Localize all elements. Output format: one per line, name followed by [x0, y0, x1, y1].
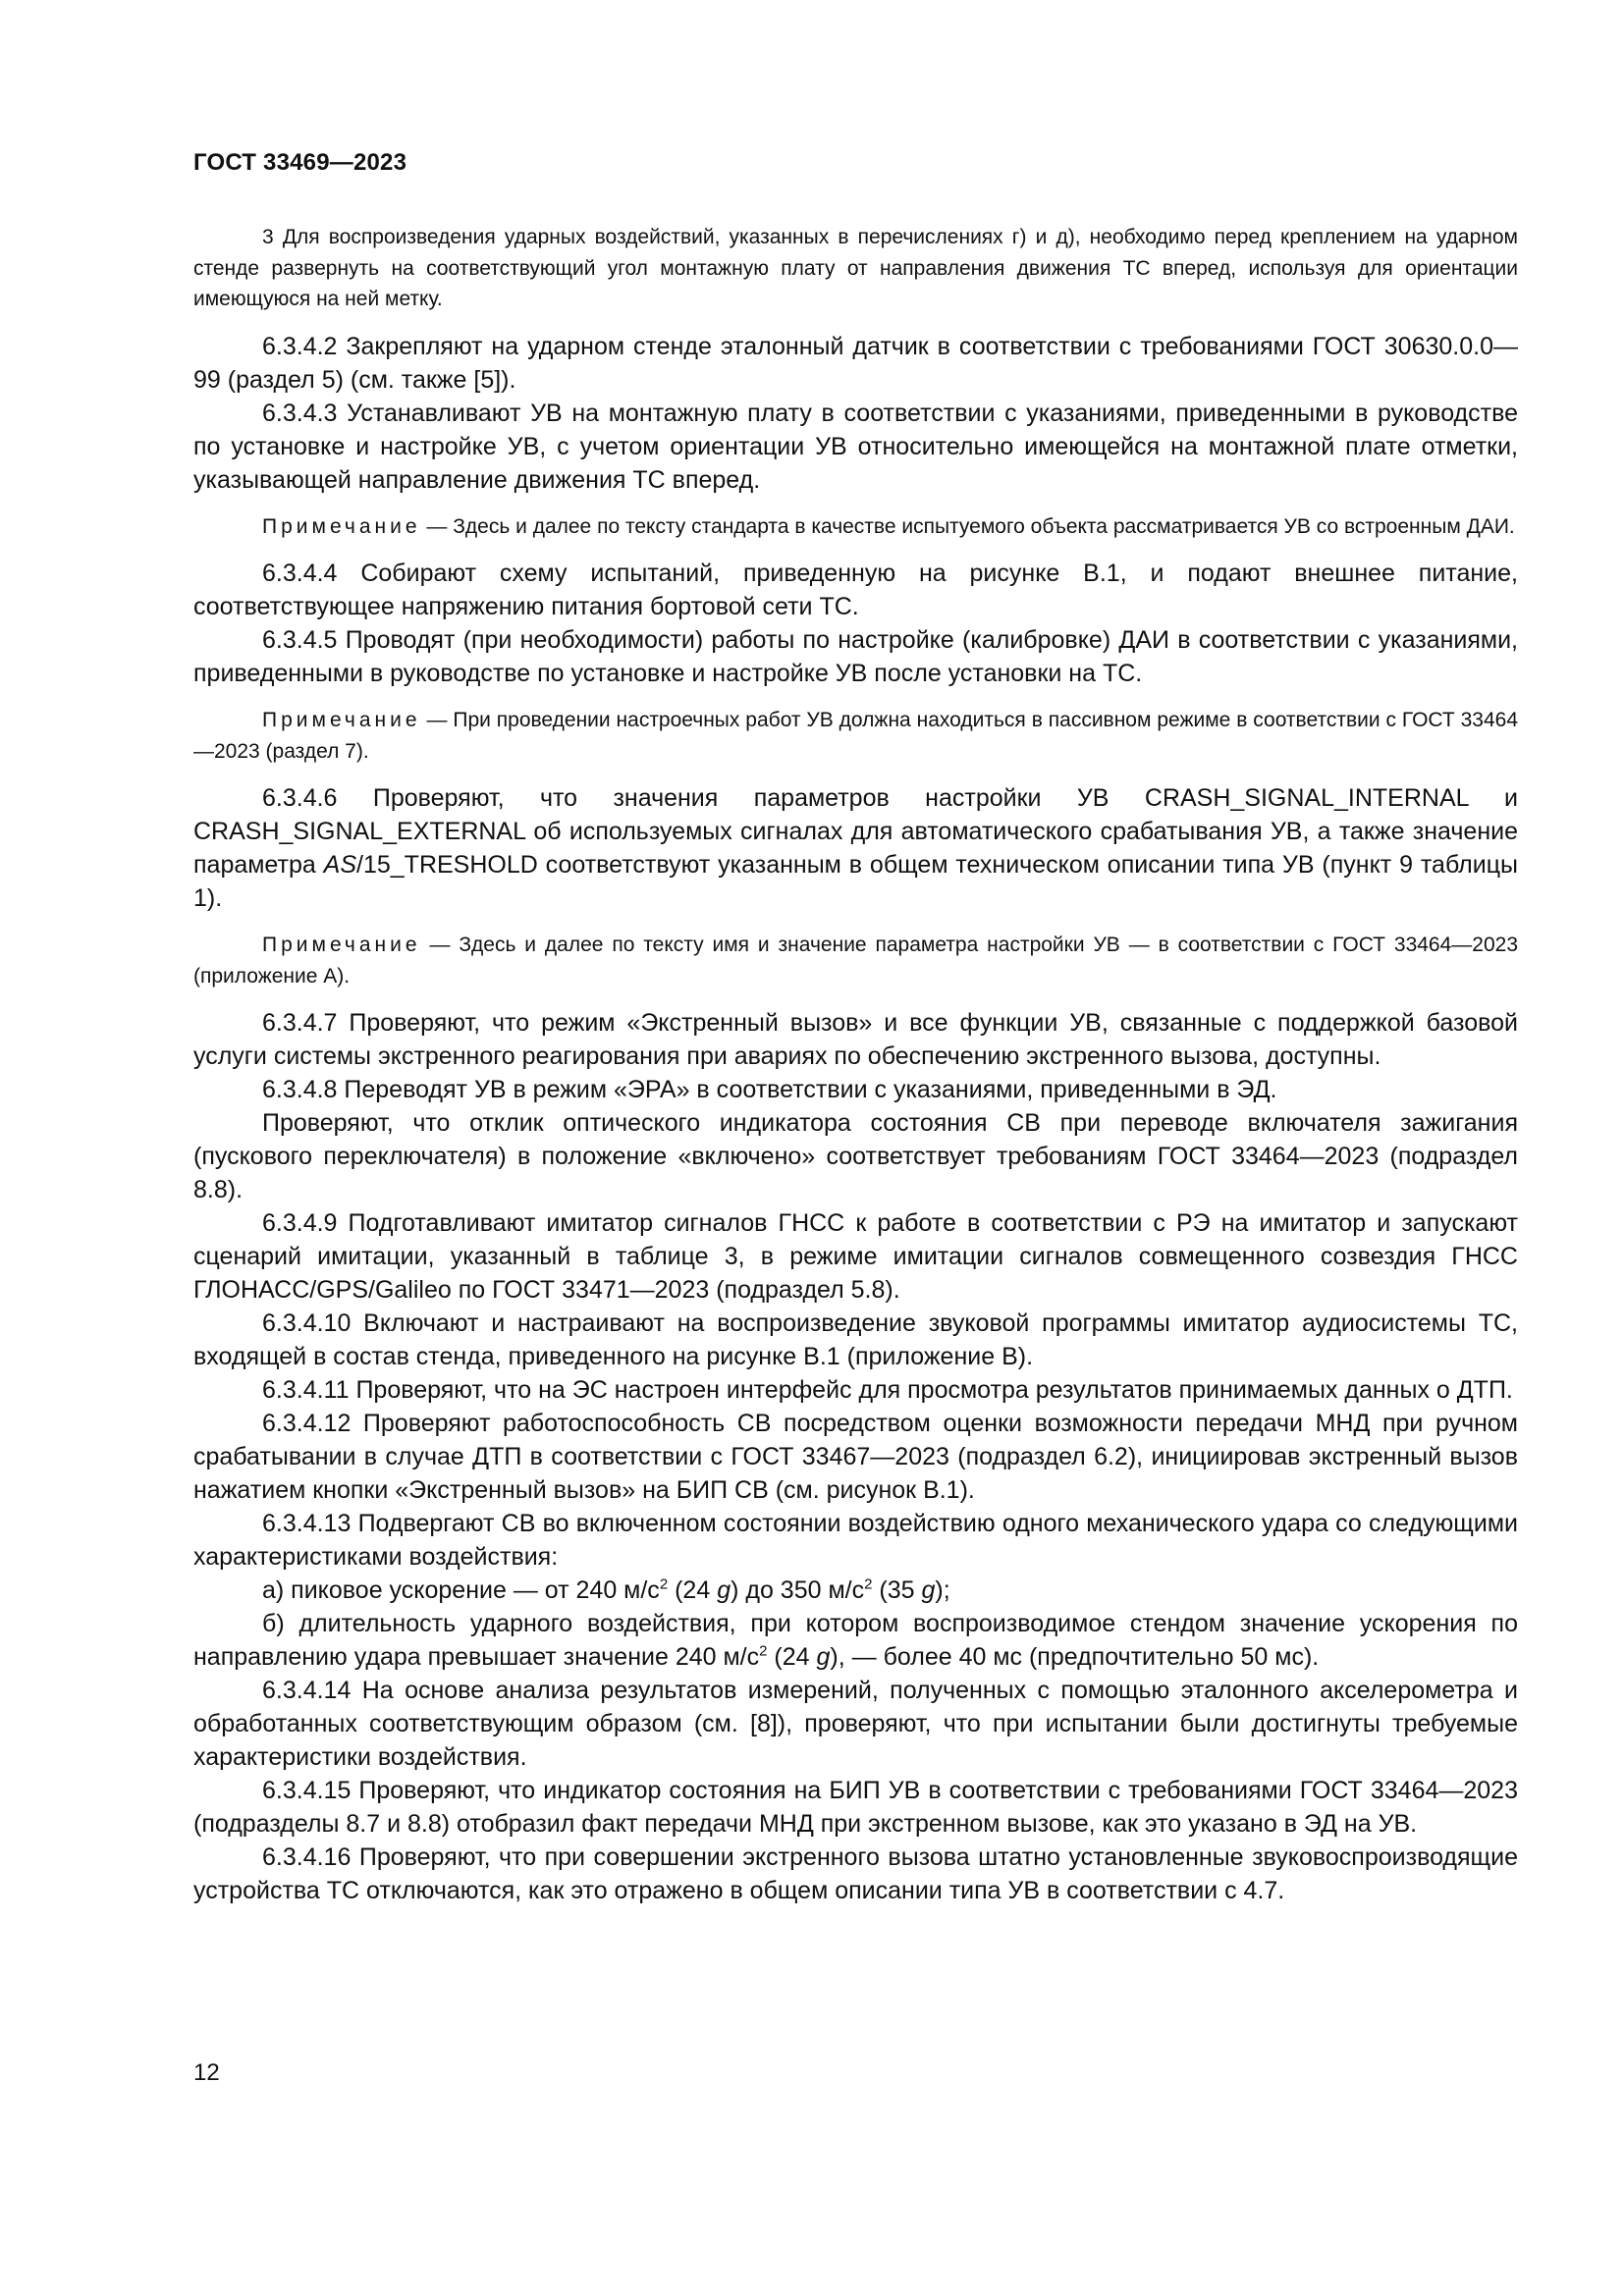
italic-g: g [717, 1576, 731, 1604]
note-passive-mode [193, 705, 1518, 767]
page-number: 12 [193, 2059, 220, 2086]
paragraph-6-3-4-8: 6.3.4.8 Переводят УВ в режим «ЭРА» в соответствии с указаниями, приведенными в ЭД. [262, 1076, 1277, 1103]
list-text: ), — более 40 мс (предпочтительно 50 мс). [830, 1643, 1320, 1671]
paragraph-6-3-4-9: 6.3.4.9 Подготавливают имитатор сигналов ГНСС к работе в соответствии с РЭ на имитатор и запускают сценарий имитации, указанный в таблице 3, в режиме имитации сигналов совмещенного созвездия ГНСС ГЛОНАСС/GPS/Galileo по ГОСТ 33471—2023 (подраздел 5.8). [193, 1209, 1518, 1304]
note-text: — При проведении настроечных работ УВ должна находиться в пассивном режиме в соответствии с ГОСТ 33464—2023 (раздел 7). [193, 709, 1518, 763]
paragraph-6-3-4-3: 6.3.4.3 Устанавливают УВ на монтажную плату в соответствии с указаниями, приведенными в руководстве по установке и настройке УВ, с учетом ориентации УВ относительно имеющейся на монтажной плате отметки, указывающей направление движения ТС вперед. [193, 399, 1518, 494]
list-text: б) длительность ударного воздействия, при котором воспроизводимое стендом значение ускорения по направлению удара превышает значение 240 м/с [193, 1610, 1518, 1671]
list-text: ); [935, 1576, 950, 1604]
list-text: (24 [668, 1576, 718, 1604]
note-text: — Здесь и далее по тексту имя и значение параметра настройки УВ — в соответствии с ГОСТ 33464—2023 (приложение А). [193, 934, 1518, 988]
paragraph-6-3-4-5: 6.3.4.5 Проводят (при необходимости) работы по настройке (калибровке) ДАИ в соответствии с указаниями, приведенными в руководстве по установке и настройке УВ после установки на ТС. [193, 626, 1518, 687]
page-content [193, 222, 1518, 1907]
paragraph-6-3-4-4: 6.3.4.4 Собирают схему испытаний, приведенную на рисунке В.1, и подают внешнее питание, соответствующее напряжению питания бортовой сети ТС. [193, 560, 1518, 620]
paragraph-6-3-4-14: 6.3.4.14 На основе анализа результатов измерений, полученных с помощью эталонного акселерометра и обработанных соответствующим образом (см. [8]), проверяют, что при испытании были достигнуты требуемые характеристики воздействия. [193, 1677, 1518, 1771]
list-text: (24 [767, 1643, 817, 1671]
superscript: 2 [864, 1575, 873, 1593]
italic-g: g [816, 1643, 831, 1671]
paragraph-6-3-4-6 [193, 781, 1518, 915]
list-text: (35 [872, 1576, 922, 1604]
note-label: Примечание [262, 709, 421, 731]
paragraph-6-3-4-16: 6.3.4.16 Проверяют, что при совершении экстренного вызова штатно установленные звуковоспроизводящие устройства ТС отключаются, как это отражено в общем описании типа УВ в соответствии с 4.7. [193, 1843, 1518, 1904]
note-text: — Здесь и далее по тексту стандарта в качестве испытуемого объекта рассматривается УВ со встроенным ДАИ. [420, 514, 1515, 538]
note-label: Примечание [262, 514, 421, 538]
italic-param: AS [323, 851, 357, 879]
italic-g: g [921, 1576, 936, 1604]
paragraph-6-3-4-7: 6.3.4.7 Проверяют, что режим «Экстренный вызов» и все функции УВ, связанные с поддержкой базовой услуги системы экстренного реагирования при авариях по обеспечению экстренного вызова, доступны. [193, 1009, 1518, 1070]
list-item-a [193, 1574, 1518, 1607]
note-3: 3 Для воспроизведения ударных воздействий, указанных в перечислениях г) и д), необходимо перед креплением на ударном стенде развернуть на соответствующий угол монтажную плату от направления движения ТС вперед, используя для ориентации имеющуюся на ней метку. [193, 226, 1518, 310]
list-item-b [193, 1607, 1518, 1674]
note-parameter-name [193, 930, 1518, 991]
paragraph-6-3-4-2: 6.3.4.2 Закрепляют на ударном стенде эталонный датчик в соответствии с требованиями ГОСТ 30630.0.0—99 (раздел 5) (см. также [5]). [193, 332, 1518, 394]
paragraph-6-3-4-12: 6.3.4.12 Проверяют работоспособность СВ посредством оценки возможности передачи МНД при ручном срабатывании в случае ДТП в соответствии с ГОСТ 33467—2023 (подраздел 6.2), инициировав экстренный вызов нажатием кнопки «Экстренный вызов» на БИП СВ (см. рисунок В.1). [193, 1410, 1518, 1504]
page-header-title: ГОСТ 33469—2023 [193, 149, 407, 176]
paragraph-text: 6.3.4.6 Проверяют, что значения параметров настройки УВ CRASH_SIGNAL_INTERNAL и CRASH_SIGNAL_EXTERNAL об используемых сигналах для автоматического срабатывания УВ, а также значение параметра [193, 784, 1518, 879]
list-text: а) пиковое ускорение — от 240 м/с [262, 1576, 660, 1604]
paragraph-6-3-4-15: 6.3.4.15 Проверяют, что индикатор состояния на БИП УВ в соответствии с требованиями ГОСТ 33464—2023 (подразделы 8.7 и 8.8) отобразил факт передачи МНД при экстренном вызове, как это указано в ЭД на УВ. [193, 1777, 1518, 1838]
paragraph-text: /15_TRESHOLD соответствуют указанным в общем техническом описании типа УВ (пункт 9 таблицы 1). [193, 851, 1519, 912]
note-test-object [193, 511, 1518, 543]
paragraph-indicator-check: Проверяют, что отклик оптического индикатора состояния СВ при переводе включателя зажигания (пускового переключателя) в положение «включено» соответствует требованиям ГОСТ 33464—2023 (подраздел 8.8). [193, 1109, 1518, 1203]
paragraph-6-3-4-13: 6.3.4.13 Подвергают СВ во включенном состоянии воздействию одного механического удара со следующими характеристиками воздействия: [193, 1510, 1518, 1571]
paragraph-6-3-4-11: 6.3.4.11 Проверяют, что на ЭС настроен интерфейс для просмотра результатов принимаемых данных о ДТП. [262, 1376, 1513, 1404]
paragraph-6-3-4-10: 6.3.4.10 Включают и настраивают на воспроизведение звуковой программы имитатор аудиосистемы ТС, входящей в состав стенда, приведенного на рисунке В.1 (приложение В). [193, 1309, 1518, 1370]
superscript: 2 [659, 1575, 669, 1593]
list-text: ) до 350 м/с [731, 1576, 865, 1604]
superscript: 2 [759, 1642, 768, 1660]
note-label: Примечание [262, 934, 421, 956]
